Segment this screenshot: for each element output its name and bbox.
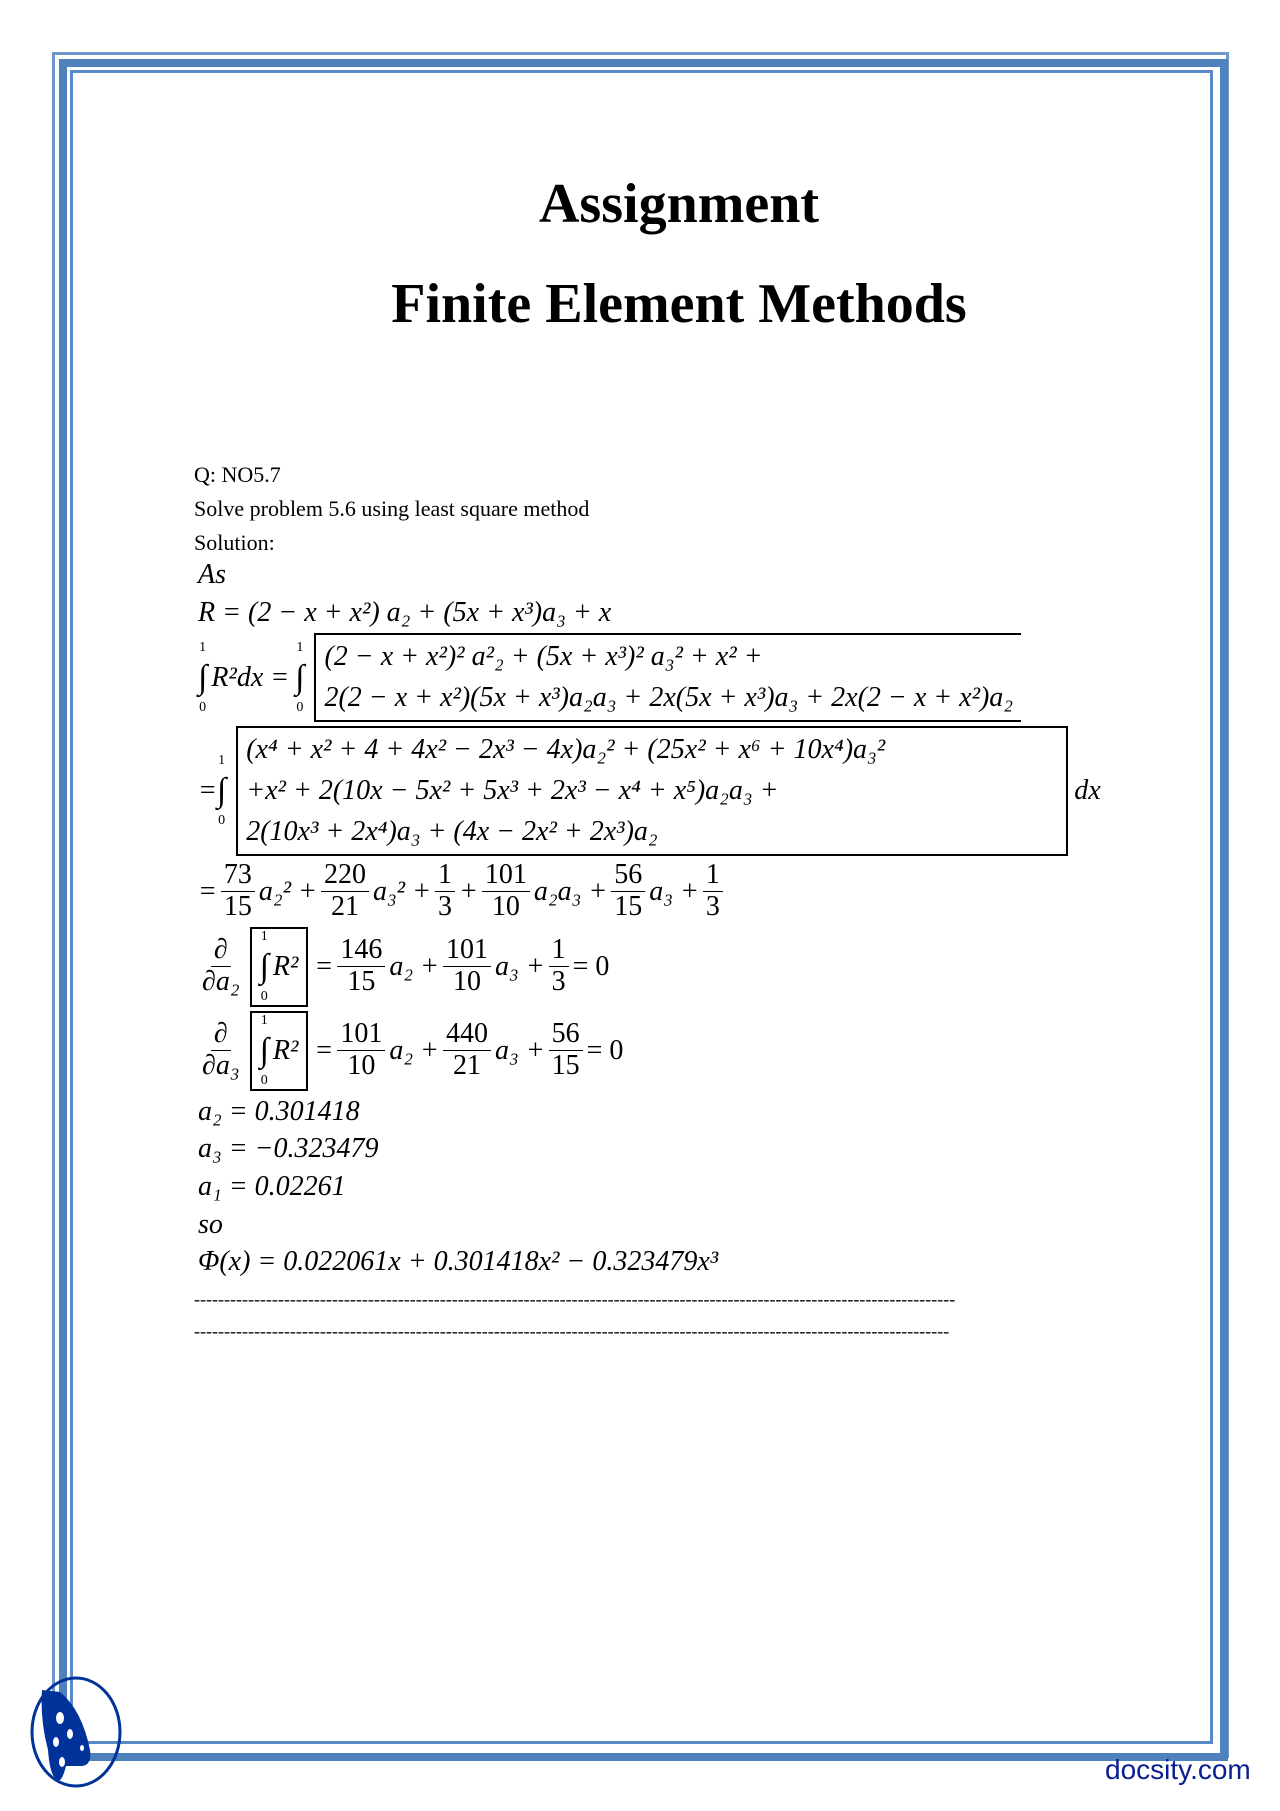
integral-sign: 1 ∫ 0: [216, 753, 227, 829]
dashed-separator: -------------------------------------------------------------------------------------------------------------------------------: [194, 1288, 956, 1309]
fraction: $\frac{56}{15}$: [549, 1019, 583, 1082]
partial-derivative: $\frac{\partial}{\text{∂a₂}}$: [202, 934, 240, 998]
docsity-brand-link[interactable]: docsity.com: [1105, 1754, 1251, 1785]
fraction: $\frac{1}{3}$: [549, 935, 569, 998]
integral-sign: 1 ∫ 0: [198, 639, 208, 715]
fraction: $\frac{1}{3}$: [435, 860, 455, 923]
integral-sign: 1 ∫ 0: [295, 639, 305, 715]
fraction: $\frac{440}{21}$: [443, 1019, 491, 1082]
expanded-integral: = 1 ∫ 0 (x⁴ + x² + 4 + 4x² − 2x³ − 4x)a₂² + (25x² + x⁶ + 10x⁴)a₃² +x² + 2(10x − 5x² + 5x³ + 2x³ − x⁴ + x⁵)a₂a₃ + 2(10x³ + 2x⁴)a₃ + (4x − 2x² + 2x³)a₂ dx: [198, 726, 1280, 856]
integral-equation: 1 ∫ 0 R²dx = 1 ∫ 0 (2 − x + x²)² a²₂ + (5x + x³)² a₃² + x² + 2(2 − x + x²)(5x + x³)a₂a₃ + 2x(5x + x³)a₃ + 2x(2 − x + x²)a₂: [198, 633, 1280, 722]
bracket-block: 1 ∫ 0 R²: [250, 1011, 309, 1091]
a3-value: a₃ = −0.323479: [198, 1133, 379, 1165]
a2-value: a₂ = 0.301418: [198, 1095, 360, 1127]
problem-statement: Solve problem 5.6 using least square method: [194, 496, 590, 521]
bracket-block: 1 ∫ 0 R²: [250, 927, 309, 1007]
derivative-a2-equation: $\frac{\partial}{\text{∂a₂}}$ 1 ∫ 0 R² = $\frac{146}{15}$ a₂ + $\frac{101}{10}$ a₃ + $\frac{1}{3}$ = 0: [198, 927, 1280, 1007]
fraction: $\frac{220}{21}$: [321, 860, 369, 923]
derivative-a3-equation: $\frac{\partial}{\text{∂a₃}}$ 1 ∫ 0 R² = $\frac{101}{10}$ a₂ + $\frac{440}{21}$ a₃ + $\frac{56}{15}$ = 0: [198, 1011, 1280, 1091]
fraction: $\frac{101}{10}$: [337, 1019, 385, 1082]
residual-equation: R = (2 − x + x²) a₂ + (5x + x³)a₃ + x: [198, 596, 612, 628]
fraction: $\frac{1}{3}$: [703, 860, 723, 923]
math-as: As: [198, 559, 226, 590]
phi-solution: Φ(x) = 0.022061x + 0.301418x² − 0.323479x³: [198, 1246, 719, 1278]
fraction: $\frac{56}{15}$: [611, 860, 645, 923]
docsity-logo-icon: [20, 1670, 130, 1790]
document-subtitle: Finite Element Methods: [391, 273, 967, 335]
fraction: $\frac{73}{15}$: [221, 860, 255, 923]
solution-math: [194, 558, 1280, 1347]
question-number: Q: NO5.7: [194, 462, 281, 487]
fraction: $\frac{146}{15}$: [337, 935, 385, 998]
bracket-block: (x⁴ + x² + 4 + 4x² − 2x³ − 4x)a₂² + (25x² + x⁶ + 10x⁴)a₃² +x² + 2(10x − 5x² + 5x³ + 2x³ − x⁴ + x⁵)a₂a₃ + 2(10x³ + 2x⁴)a₃ + (4x − 2x² + 2x³)a₂: [236, 726, 1068, 856]
dashed-separator: ------------------------------------------------------------------------------------------------------------------------------: [194, 1320, 950, 1341]
document-title: Assignment: [538, 173, 820, 235]
integrated-result: = $\frac{73}{15}$ a₂² + $\frac{220}{21}$ a₃² + $\frac{1}{3}$ + $\frac{101}{10}$ a₂a₃ + $\frac{56}{15}$ a₃ + $\frac{1}{3}$: [198, 860, 1280, 923]
bracket-block: (2 − x + x²)² a²₂ + (5x + x³)² a₃² + x² + 2(2 − x + x²)(5x + x³)a₂a₃ + 2x(5x + x³)a₃ + 2x(2 − x + x²)a₂: [314, 633, 1021, 722]
fraction: $\frac{101}{10}$: [482, 860, 530, 923]
partial-derivative: $\frac{\partial}{\text{∂a₃}}$: [202, 1018, 240, 1082]
a1-value: a₁ = 0.02261: [198, 1170, 346, 1202]
solution-label: Solution:: [194, 530, 275, 555]
math-so: so: [198, 1208, 223, 1240]
fraction: $\frac{101}{10}$: [443, 935, 491, 998]
